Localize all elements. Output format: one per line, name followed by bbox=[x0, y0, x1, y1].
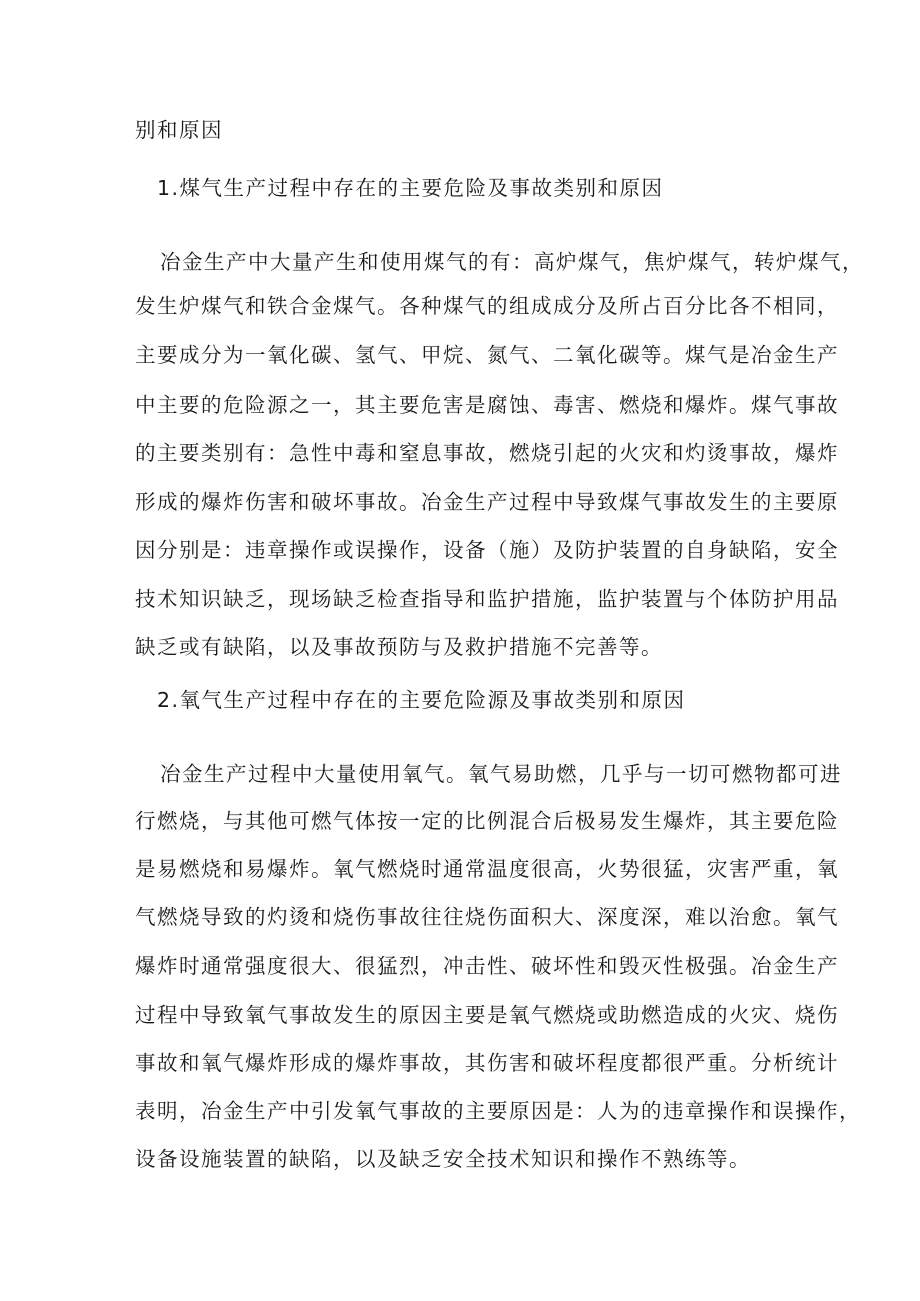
continuation-text: 别和原因 bbox=[135, 118, 223, 142]
section-1-paragraph-line: 技术知识缺乏，现场缺乏检查指导和监护措施，监护装置与个体防护用品 bbox=[135, 587, 839, 611]
section-1-paragraph-line: 中主要的危险源之一，其主要危害是腐蚀、毒害、燃烧和爆炸。煤气事故 bbox=[135, 393, 839, 417]
section-2-heading: 2.氧气生产过程中存在的主要危险源及事故类别和原因 bbox=[157, 688, 686, 712]
section-1-paragraph-line: 冶金生产中大量产生和使用煤气的有：高炉煤气，焦炉煤气，转炉煤气， bbox=[160, 250, 864, 274]
section-1-paragraph-line: 的主要类别有：急性中毒和窒息事故，燃烧引起的火灾和灼烫事故，爆炸 bbox=[135, 441, 839, 465]
section-2-paragraph-line: 过程中导致氧气事故发生的原因主要是氧气燃烧或助燃造成的火灾、烧伤 bbox=[135, 1003, 839, 1027]
section-2-paragraph-line: 行燃烧，与其他可燃气体按一定的比例混合后极易发生爆炸，其主要危险 bbox=[135, 809, 839, 833]
section-2-paragraph-line: 事故和氧气爆炸形成的爆炸事故，其伤害和破坏程度都很严重。分析统计 bbox=[135, 1051, 839, 1075]
section-2-paragraph-line: 设备设施装置的缺陷，以及缺乏安全技术知识和操作不熟练等。 bbox=[135, 1147, 751, 1171]
section-1-heading: 1.煤气生产过程中存在的主要危险及事故类别和原因 bbox=[157, 176, 664, 200]
section-1-paragraph-line: 形成的爆炸伤害和破坏事故。冶金生产过程中导致煤气事故发生的主要原 bbox=[135, 490, 839, 514]
section-2-paragraph-line: 爆炸时通常强度很大、很猛烈，冲击性、破坏性和毁灭性极强。冶金生产 bbox=[135, 954, 839, 978]
section-1-paragraph-line: 发生炉煤气和铁合金煤气。各种煤气的组成成分及所占百分比各不相同， bbox=[135, 294, 839, 318]
section-2-paragraph-line: 冶金生产过程中大量使用氧气。氧气易助燃，几乎与一切可燃物都可进 bbox=[160, 762, 842, 786]
section-1-paragraph-line: 主要成分为一氧化碳、氢气、甲烷、氮气、二氧化碳等。煤气是冶金生产 bbox=[135, 343, 839, 367]
section-2-paragraph-line: 是易燃烧和易爆炸。氧气燃烧时通常温度很高，火势很猛，灾害严重，氧 bbox=[135, 857, 839, 881]
section-1-paragraph-line: 因分别是：违章操作或误操作，设备（施）及防护装置的自身缺陷，安全 bbox=[135, 538, 839, 562]
section-2-paragraph-line: 表明，冶金生产中引发氧气事故的主要原因是：人为的违章操作和误操作， bbox=[135, 1099, 861, 1123]
section-2-paragraph-line: 气燃烧导致的灼烫和烧伤事故往往烧伤面积大、深度深，难以治愈。氧气 bbox=[135, 905, 839, 929]
section-1-paragraph-line: 缺乏或有缺陷，以及事故预防与及救护措施不完善等。 bbox=[135, 635, 663, 659]
